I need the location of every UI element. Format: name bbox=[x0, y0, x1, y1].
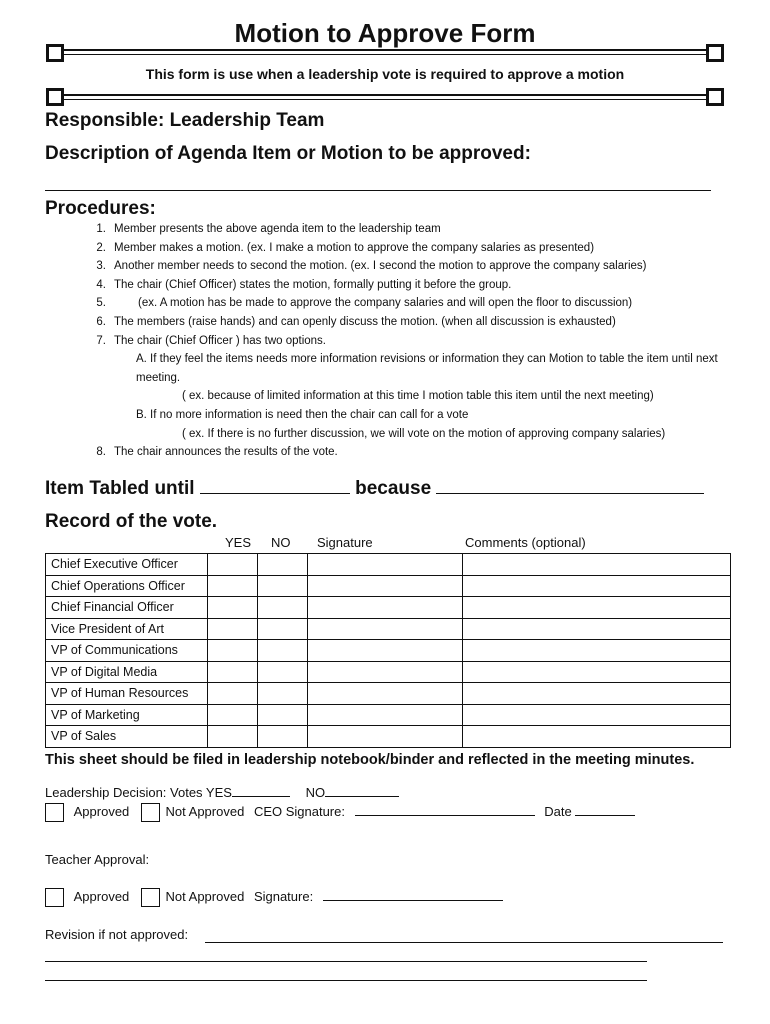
table-row bbox=[46, 597, 731, 619]
page-subtitle: This form is use when a leadership vote is required to approve a motion bbox=[145, 66, 625, 82]
officer-name: VP of Communications bbox=[46, 640, 208, 662]
decision-label: Leadership Decision: Votes YES bbox=[45, 785, 232, 800]
comments-cell[interactable] bbox=[463, 683, 731, 705]
signature-cell[interactable] bbox=[308, 554, 463, 576]
procedures-list bbox=[92, 220, 742, 462]
yes-cell[interactable] bbox=[208, 704, 258, 726]
list-item: 2. Member makes a motion. (ex. I make a motion to approve the company salaries as presented) bbox=[96, 241, 595, 254]
yes-cell[interactable] bbox=[208, 575, 258, 597]
file-note: This sheet should be filed in leadership notebook/binder and reflected in the meeting minutes. bbox=[45, 752, 695, 768]
officer-name: VP of Marketing bbox=[46, 704, 208, 726]
yes-cell[interactable] bbox=[208, 640, 258, 662]
header-rule-bottom bbox=[62, 94, 708, 100]
description-field[interactable] bbox=[45, 190, 711, 191]
no-cell[interactable] bbox=[258, 640, 308, 662]
signature-cell[interactable] bbox=[308, 575, 463, 597]
votes-no-field[interactable] bbox=[325, 783, 399, 797]
signature-cell[interactable] bbox=[308, 640, 463, 662]
yes-cell[interactable] bbox=[208, 554, 258, 576]
comments-cell[interactable] bbox=[463, 640, 731, 662]
item-tabled-label: Item Tabled until bbox=[45, 478, 195, 499]
description-label: Description of Agenda Item or Motion to be approved: bbox=[45, 143, 531, 164]
list-item: 7. The chair (Chief Officer ) has two options. A. If they feel the items needs more information revisions or information they can Motion to table the item until next meeting. ( ex. because of limited information at this time I motion table this item until the next meeting) B. If no more information is need then the chair can call for a vote ( ex. If there is no further discussion, we will vote on the motion of approving company salaries) bbox=[92, 332, 742, 444]
no-cell[interactable] bbox=[258, 661, 308, 683]
officer-name: VP of Sales bbox=[46, 726, 208, 748]
corner-square-icon bbox=[46, 44, 64, 62]
officer-name: Vice President of Art bbox=[46, 618, 208, 640]
date-field[interactable] bbox=[575, 802, 635, 816]
because-field[interactable] bbox=[436, 476, 704, 494]
table-row bbox=[46, 661, 731, 683]
votes-no-label: NO bbox=[305, 785, 326, 800]
no-cell[interactable] bbox=[258, 597, 308, 619]
list-item: 4. The chair (Chief Officer) states the motion, formally putting it before the group. bbox=[96, 278, 512, 291]
table-row bbox=[46, 618, 731, 640]
not-approved-checkbox[interactable] bbox=[141, 803, 160, 822]
votes-yes-field[interactable] bbox=[232, 783, 290, 797]
ceo-signature-field[interactable] bbox=[355, 802, 535, 816]
table-row bbox=[46, 575, 731, 597]
teacher-approval-row bbox=[45, 887, 503, 907]
no-cell[interactable] bbox=[258, 683, 308, 705]
revision-line[interactable] bbox=[45, 980, 647, 981]
col-no: NO bbox=[271, 535, 291, 550]
table-row bbox=[46, 683, 731, 705]
list-item: 8. The chair announces the results of the vote. bbox=[96, 446, 338, 459]
because-label: because bbox=[355, 478, 432, 499]
revision-label: Revision if not approved: bbox=[45, 927, 189, 942]
no-cell[interactable] bbox=[258, 704, 308, 726]
yes-cell[interactable] bbox=[208, 597, 258, 619]
no-cell[interactable] bbox=[258, 575, 308, 597]
table-row bbox=[46, 704, 731, 726]
page-title: Motion to Approve Form bbox=[234, 18, 536, 48]
comments-cell[interactable] bbox=[463, 575, 731, 597]
teacher-signature-field[interactable] bbox=[323, 887, 503, 901]
officer-name: Chief Executive Officer bbox=[46, 554, 208, 576]
corner-square-icon bbox=[46, 88, 64, 106]
not-approved-label: Not Approved bbox=[165, 804, 245, 819]
vote-table bbox=[45, 553, 731, 748]
table-row bbox=[46, 726, 731, 748]
list-item: 1. Member presents the above agenda item to the leadership team bbox=[96, 223, 441, 235]
officer-name: Chief Operations Officer bbox=[46, 575, 208, 597]
date-label: Date bbox=[544, 804, 572, 819]
comments-cell[interactable] bbox=[463, 704, 731, 726]
yes-cell[interactable] bbox=[208, 661, 258, 683]
teacher-approved-checkbox[interactable] bbox=[45, 888, 64, 907]
signature-cell[interactable] bbox=[308, 618, 463, 640]
revision-line[interactable] bbox=[205, 942, 723, 943]
table-row bbox=[46, 640, 731, 662]
leadership-decision-row bbox=[45, 783, 399, 800]
col-yes: YES bbox=[225, 535, 252, 550]
corner-square-icon bbox=[706, 44, 724, 62]
signature-cell[interactable] bbox=[308, 661, 463, 683]
comments-cell[interactable] bbox=[463, 554, 731, 576]
option-a-example: ( ex. because of limited information at this time I motion table this item until the next meeting) bbox=[182, 390, 654, 403]
col-signature: Signature bbox=[317, 535, 373, 550]
list-item: 5. (ex. A motion has be made to approve the company salaries and will open the floor to discussion) bbox=[96, 297, 633, 310]
ceo-signature-label: CEO Signature: bbox=[253, 804, 345, 819]
comments-cell[interactable] bbox=[463, 597, 731, 619]
item-tabled-row bbox=[45, 476, 704, 500]
header-rule-top bbox=[62, 49, 708, 55]
yes-cell[interactable] bbox=[208, 683, 258, 705]
list-item: 6. The members (raise hands) and can openly discuss the motion. (when all discussion is exhausted) bbox=[96, 315, 616, 328]
responsible-label: Responsible: Leadership Team bbox=[45, 110, 325, 131]
comments-cell[interactable] bbox=[463, 661, 731, 683]
yes-cell[interactable] bbox=[208, 618, 258, 640]
no-cell[interactable] bbox=[258, 554, 308, 576]
signature-cell[interactable] bbox=[308, 704, 463, 726]
no-cell[interactable] bbox=[258, 726, 308, 748]
officer-name: VP of Human Resources bbox=[46, 683, 208, 705]
officer-name: VP of Digital Media bbox=[46, 661, 208, 683]
signature-cell[interactable] bbox=[308, 597, 463, 619]
option-b-example: ( ex. If there is no further discussion, we will vote on the motion of approving company salaries) bbox=[182, 427, 666, 440]
table-row bbox=[46, 554, 731, 576]
approved-checkbox[interactable] bbox=[45, 803, 64, 822]
option-a: A. If they feel the items needs more information revisions or information they can Motion to table the item until next meeting. bbox=[136, 353, 718, 384]
corner-square-icon bbox=[706, 88, 724, 106]
approved-label: Approved bbox=[73, 804, 130, 819]
teacher-signature-label: Signature: bbox=[253, 889, 314, 904]
comments-cell[interactable] bbox=[463, 618, 731, 640]
signature-cell[interactable] bbox=[308, 726, 463, 748]
comments-cell[interactable] bbox=[463, 726, 731, 748]
decision-approval-row bbox=[45, 802, 635, 822]
officer-name: Chief Financial Officer bbox=[46, 597, 208, 619]
yes-cell[interactable] bbox=[208, 726, 258, 748]
list-item: 3. Another member needs to second the motion. (ex. I second the motion to approve the company salaries) bbox=[96, 260, 647, 273]
teacher-not-approved-checkbox[interactable] bbox=[141, 888, 160, 907]
no-cell[interactable] bbox=[258, 618, 308, 640]
record-heading: Record of the vote. bbox=[45, 511, 218, 532]
tabled-until-field[interactable] bbox=[200, 476, 350, 494]
col-comments: Comments (optional) bbox=[465, 535, 586, 550]
teacher-approved-label: Approved bbox=[73, 889, 130, 904]
teacher-approval-label: Teacher Approval: bbox=[45, 852, 150, 867]
procedures-heading: Procedures: bbox=[45, 198, 156, 219]
revision-line[interactable] bbox=[45, 961, 647, 962]
option-b: B. If no more information is need then the chair can call for a vote bbox=[136, 408, 469, 421]
teacher-not-approved-label: Not Approved bbox=[165, 889, 245, 904]
signature-cell[interactable] bbox=[308, 683, 463, 705]
